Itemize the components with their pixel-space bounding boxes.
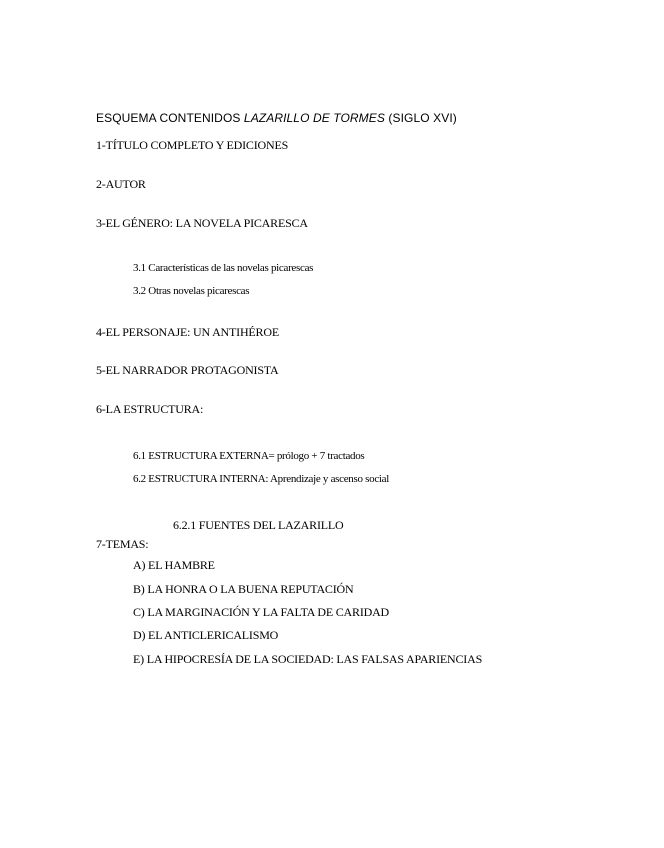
document-title bbox=[96, 111, 457, 125]
theme-item-c: C) LA MARGINACIÓN Y LA FALTA DE CARIDAD bbox=[133, 605, 390, 619]
subsection-3-1: 3.1 Características de las novelas picarescas bbox=[133, 262, 314, 274]
subsection-6-1: 6.1 ESTRUCTURA EXTERNA= prólogo + 7 tractados bbox=[133, 450, 365, 462]
section-heading-4: 4-EL PERSONAJE: UN ANTIHÉROE bbox=[96, 325, 279, 339]
section-heading-7: 7-TEMAS: bbox=[96, 537, 149, 551]
subsection-6-2-1: 6.2.1 FUENTES DEL LAZARILLO bbox=[173, 518, 344, 532]
section-heading-3: 3-EL GÉNERO: LA NOVELA PICARESCA bbox=[96, 216, 308, 230]
theme-item-a: A) EL HAMBRE bbox=[133, 558, 215, 572]
title-suffix: (SIGLO XVI) bbox=[384, 111, 457, 125]
section-heading-1: 1-TÍTULO COMPLETO Y EDICIONES bbox=[96, 138, 289, 152]
theme-item-b: B) LA HONRA O LA BUENA REPUTACIÓN bbox=[133, 582, 354, 596]
section-heading-2: 2-AUTOR bbox=[96, 177, 146, 191]
title-prefix: ESQUEMA CONTENIDOS bbox=[96, 111, 244, 125]
section-heading-6: 6-LA ESTRUCTURA: bbox=[96, 402, 204, 416]
theme-item-e: E) LA HIPOCRESÍA DE LA SOCIEDAD: LAS FALSAS APARIENCIAS bbox=[133, 652, 483, 666]
subsection-3-2: 3.2 Otras novelas picarescas bbox=[133, 285, 250, 297]
subsection-6-2: 6.2 ESTRUCTURA INTERNA: Aprendizaje y ascenso social bbox=[133, 473, 389, 485]
theme-item-d: D) EL ANTICLERICALISMO bbox=[133, 628, 279, 642]
title-work: LAZARILLO DE TORMES bbox=[243, 111, 385, 125]
section-heading-5: 5-EL NARRADOR PROTAGONISTA bbox=[96, 363, 279, 377]
